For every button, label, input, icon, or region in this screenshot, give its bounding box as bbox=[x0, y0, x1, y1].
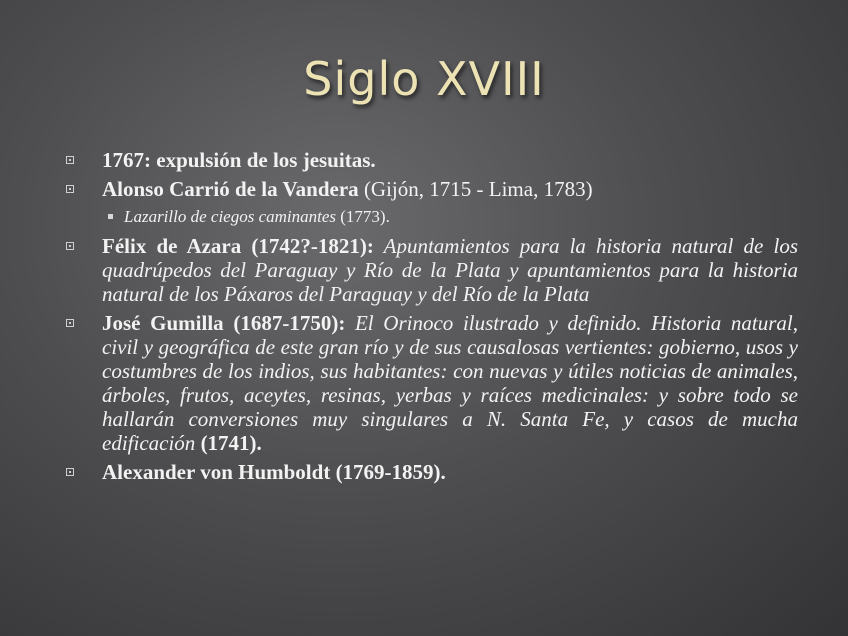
item-3-work: Apuntamientos para la historia natural de los quadrúpedos del Paraguay y Río de la Plata y apuntamientos para la historia natural de los Páxaros del Paraguay y del Río de la Plata bbox=[102, 234, 798, 306]
item-2-author: Alonso Carrió de la Vandera bbox=[102, 177, 359, 201]
item-4-work: El Orinoco ilustrado y definido. Historia natural, civil y geográfica de este gran río y de sus causalosas vertientes: gobierno, usos y costumbres de los indios, sus habitantes: con nuevas y útiles noticias de animales, árboles, frutos, aceytes, resinas, yerbas y raíces medicinales: y sobre todo se hallarán conversiones muy singulares a N. Santa Fe, y casos de mucha edificación bbox=[102, 311, 798, 455]
list-item bbox=[62, 234, 798, 306]
square-bullet-icon bbox=[66, 185, 74, 193]
list-item bbox=[62, 460, 798, 484]
list-item bbox=[62, 177, 798, 201]
item-5-text: Alexander von Humboldt (1769-1859). bbox=[102, 460, 446, 484]
square-bullet-icon bbox=[66, 156, 74, 164]
sub-list-item bbox=[62, 206, 798, 228]
item-4-year: (1741). bbox=[195, 431, 262, 455]
square-bullet-icon bbox=[66, 468, 74, 476]
small-square-bullet-icon bbox=[108, 214, 113, 219]
item-2-dates: (Gijón, 1715 - Lima, 1783) bbox=[358, 177, 593, 201]
bullet-list bbox=[62, 148, 798, 489]
sub-item-year: (1773). bbox=[336, 207, 390, 226]
square-bullet-icon bbox=[66, 319, 74, 327]
list-item bbox=[62, 311, 798, 455]
item-1-text: 1767: expulsión de los jesuitas. bbox=[102, 148, 376, 172]
square-bullet-icon bbox=[66, 242, 74, 250]
slide-title: Siglo XVIII bbox=[303, 52, 545, 106]
item-4-author: José Gumilla (1687-1750): bbox=[102, 311, 346, 335]
list-item bbox=[62, 148, 798, 172]
item-3-author: Félix de Azara (1742?-1821): bbox=[102, 234, 374, 258]
sub-item-title: Lazarillo de ciegos caminantes bbox=[124, 207, 337, 226]
